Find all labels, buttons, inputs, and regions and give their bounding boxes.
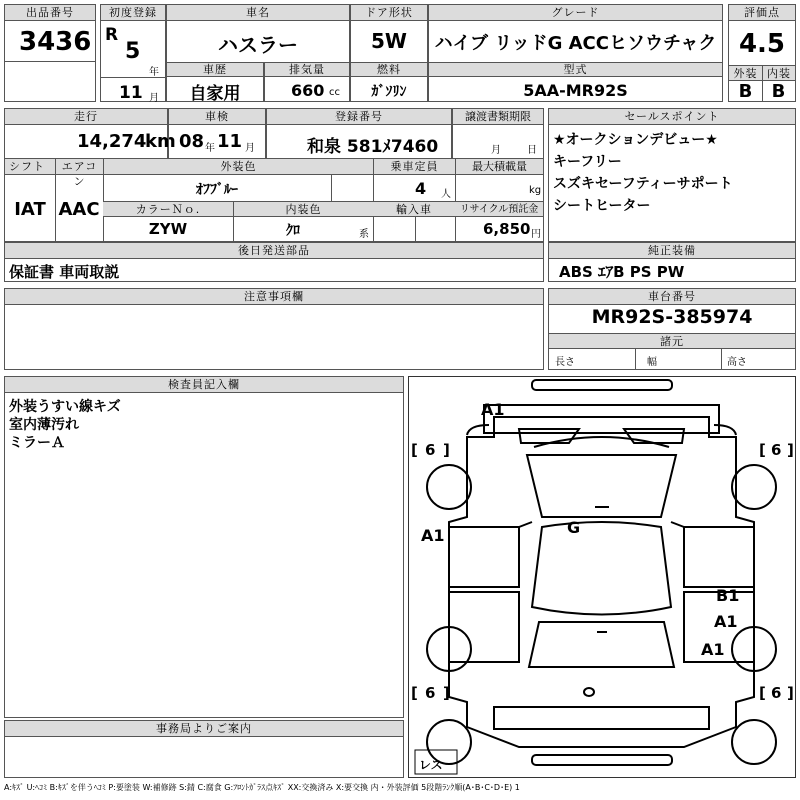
month-unit: 月	[149, 93, 159, 104]
plate-box	[266, 108, 452, 160]
plate-label: 登録番号	[267, 109, 451, 125]
spare-tire: レス	[419, 758, 443, 772]
mark-rear-1: B1	[716, 586, 740, 605]
int-color-label: 内装色	[233, 201, 373, 217]
model-box	[428, 62, 723, 102]
car-name-label: 車名	[167, 5, 349, 21]
svg-text:]: ]	[443, 441, 450, 459]
sales-point-3: スズキセーフティーサポート	[553, 176, 733, 192]
office-label: 事務局よりご案内	[5, 721, 403, 737]
tire-fr: 6	[771, 441, 782, 459]
inspection-label: 車検	[169, 109, 265, 125]
score-box	[728, 4, 796, 102]
aircon-value: AAC	[58, 199, 100, 220]
later-docs-label: 後日発送部品	[5, 243, 543, 259]
score-value: 4.5	[738, 29, 786, 59]
svg-text:[: [	[759, 684, 766, 702]
office-box	[4, 720, 404, 778]
transfer-day-unit: 日	[527, 145, 537, 156]
ext-color-value: ｵﾌﾌﾞﾙｰ	[196, 182, 238, 198]
specs-label: 諸元	[549, 333, 795, 349]
door-box	[350, 4, 428, 64]
svg-text:]: ]	[443, 684, 450, 702]
notes-box	[4, 288, 544, 370]
ext-score-label: 外装	[729, 65, 762, 81]
lot-label: 出品番号	[5, 5, 95, 21]
int-color-value: ｸﾛ	[286, 223, 300, 239]
mileage-value: 14,274	[77, 131, 147, 152]
first-reg-year: 5	[125, 39, 141, 64]
chassis-label: 車台番号	[549, 289, 795, 305]
notes-label: 注意事項欄	[5, 289, 543, 305]
inspection-month: 11	[217, 131, 243, 152]
displacement-label: 排気量	[265, 63, 349, 77]
first-reg-month: 11	[119, 83, 143, 103]
tire-rr: 6	[771, 684, 782, 702]
mark-left: A1	[421, 526, 445, 545]
door-type: 5W	[371, 29, 407, 53]
svg-text:[: [	[411, 441, 418, 459]
sales-points-box	[548, 108, 796, 242]
int-score: B	[771, 81, 786, 102]
mileage-label: 走行	[5, 109, 167, 125]
inspector-line-2: 室内薄汚れ	[9, 417, 79, 433]
color-no-value: ZYW	[148, 220, 188, 238]
inspector-label: 検査員記入欄	[5, 377, 403, 393]
import-label: 輸入車	[373, 201, 455, 217]
chassis-value: MR92S-385974	[591, 306, 753, 328]
aircon-label: エアコン	[55, 159, 103, 175]
spec-length: 長さ	[555, 357, 575, 368]
insp-year-unit: 年	[205, 143, 215, 154]
model-value: 5AA-MR92S	[523, 81, 628, 100]
capacity-unit: 人	[441, 189, 451, 200]
fuel-value: ｶﾞｿﾘﾝ	[371, 84, 407, 100]
capacity-label: 乗車定員	[373, 159, 455, 175]
inspection-box	[168, 108, 266, 160]
mileage-box	[4, 108, 176, 160]
insp-month-unit: 月	[245, 143, 255, 154]
sales-point-4: シートヒーター	[553, 198, 651, 214]
load-label: 最大積載量	[455, 159, 543, 175]
sales-points-label: セールスポイント	[549, 109, 795, 125]
car-diagram	[408, 376, 796, 778]
mark-rear-2: A1	[714, 612, 738, 631]
score-label: 評価点	[729, 5, 795, 21]
first-reg-era: R	[105, 25, 119, 45]
inspector-line-1: 外装うすい線キズ	[9, 399, 121, 415]
later-docs-box	[4, 242, 544, 282]
displacement-value: 660	[291, 81, 325, 100]
spec-width: 幅	[647, 357, 657, 368]
inspector-box	[4, 376, 404, 718]
legend: A:ｷｽﾞ U:ﾍｺﾐ B:ｷｽﾞを伴うﾍｺﾐ P:要塗装 W:補修跡 S:錆 C:腐食 G:ﾌﾛﾝﾄｶﾞﾗｽ点ｷｽﾞ XX:交換済み X:要交換 内・外装評価 5段階ﾗﾝｸ順(A･B･C･D･E) 1	[4, 783, 520, 792]
plate-value: 和泉 581ﾒ7460	[307, 137, 439, 157]
model-label: 型式	[429, 63, 722, 77]
fuel-label: 燃料	[351, 63, 427, 77]
ext-color-label: 外装色	[103, 159, 373, 175]
recycle-unit: 円	[531, 229, 541, 240]
int-color-unit: 系	[359, 229, 369, 240]
equipment-value: ABS ｴｱB PS PW	[559, 263, 685, 281]
first-reg-box	[100, 4, 166, 102]
cc-unit: cc	[329, 87, 340, 98]
history-box	[166, 62, 264, 102]
year-unit: 年	[149, 67, 159, 78]
grade-value: ハイブ リッドG ACCヒソウチャク	[434, 33, 717, 54]
int-score-label: 内装	[762, 65, 795, 81]
lot-number: 3436	[19, 27, 92, 57]
equipment-box	[548, 242, 796, 282]
shift-label: シフト	[5, 159, 55, 175]
chassis-box	[548, 288, 796, 370]
sales-point-2: キーフリー	[553, 154, 622, 170]
spec-height: 高さ	[727, 357, 747, 368]
mark-glass: G	[567, 518, 581, 537]
tire-rl: 6	[425, 684, 436, 702]
car-diagram-svg	[409, 377, 795, 777]
grade-label: グレード	[429, 5, 722, 21]
svg-text:[: [	[759, 441, 766, 459]
tire-fl: 6	[425, 441, 436, 459]
fuel-box	[350, 62, 428, 102]
svg-text:]: ]	[787, 441, 794, 459]
inspection-year: 08	[179, 131, 205, 152]
equipment-label: 純正装備	[549, 243, 795, 259]
ext-score: B	[738, 81, 753, 102]
capacity-value: 4	[415, 179, 427, 198]
recycle-label: リサイクル預託金	[455, 201, 543, 217]
mark-rear-3: A1	[701, 640, 725, 659]
transfer-box	[452, 108, 544, 160]
car-name-box	[166, 4, 350, 64]
car-name: ハスラー	[218, 33, 298, 57]
inspector-line-3: ミラーＡ	[9, 435, 65, 451]
svg-text:[: [	[411, 684, 418, 702]
load-unit: kg	[529, 185, 542, 196]
door-label: ドア形状	[351, 5, 427, 21]
svg-text:]: ]	[787, 684, 794, 702]
spec-grid	[4, 158, 544, 242]
mark-front: A1	[481, 400, 505, 419]
history-value: 自家用	[189, 84, 241, 104]
first-reg-label: 初度登録	[101, 5, 165, 21]
history-label: 車歴	[167, 63, 263, 77]
shift-value: IAT	[14, 199, 46, 220]
lot-box	[4, 4, 96, 102]
color-no-label: カラーＮｏ.	[103, 201, 233, 217]
sales-point-1: ★オークションデビュー★	[553, 132, 718, 148]
displacement-box	[264, 62, 350, 102]
recycle-value: 6,850	[483, 220, 531, 238]
later-docs-value: 保証書 車両取説	[9, 263, 120, 281]
grade-box	[428, 4, 723, 64]
km-unit: km	[145, 131, 176, 152]
transfer-month-unit: 月	[491, 145, 501, 156]
transfer-label: 譲渡書類期限	[453, 109, 543, 125]
